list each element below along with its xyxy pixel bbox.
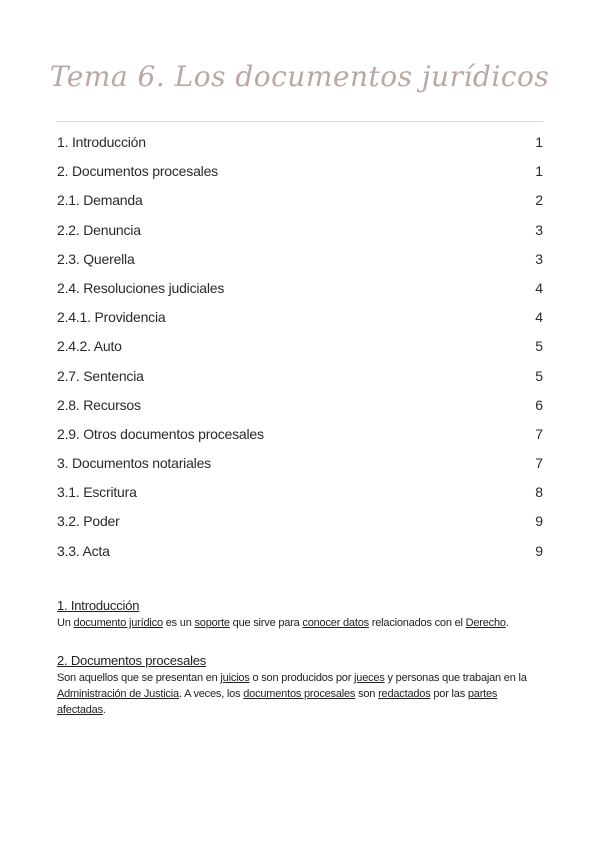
toc-item-label: 2.8. Recursos xyxy=(57,396,141,413)
underlined-term: documento jurídico xyxy=(73,617,163,629)
toc-item-label: 2.7. Sentencia xyxy=(57,367,144,384)
body-text: y personas que trabajan en la xyxy=(384,672,527,684)
body-text: . xyxy=(102,704,106,716)
toc-item-page: 8 xyxy=(535,484,543,501)
toc-item-page: 3 xyxy=(535,221,543,238)
toc-item-label: 2.3. Querella xyxy=(57,250,135,267)
toc-item-label: 3.2. Poder xyxy=(57,513,120,530)
toc-item-label: 2.4.2. Auto xyxy=(57,338,122,355)
toc-item[interactable] xyxy=(57,338,543,367)
table-of-contents xyxy=(57,134,543,572)
underlined-term: Derecho xyxy=(465,617,506,629)
toc-item-page: 9 xyxy=(535,542,543,559)
underlined-term: jueces xyxy=(354,672,385,684)
toc-item-page: 1 xyxy=(535,163,543,180)
body-text: por las xyxy=(430,688,468,700)
toc-item[interactable] xyxy=(57,397,543,426)
toc-item-label: 2.9. Otros documentos procesales xyxy=(57,425,264,442)
toc-item-page: 7 xyxy=(535,425,543,442)
toc-item[interactable] xyxy=(57,192,543,221)
toc-item-page: 5 xyxy=(535,367,543,384)
toc-item-label: 3. Documentos notariales xyxy=(57,455,211,472)
underlined-term: redactados xyxy=(378,688,431,700)
body-text: . A veces, los xyxy=(178,688,244,700)
underlined-term: conocer datos xyxy=(302,617,369,629)
section-introduccion xyxy=(57,598,543,631)
toc-item[interactable] xyxy=(57,543,543,572)
toc-item-label: 3.1. Escritura xyxy=(57,484,137,501)
toc-item-page: 7 xyxy=(535,455,543,472)
toc-item[interactable] xyxy=(57,513,543,542)
document-title: Tema 6. Los documentos jurídicos xyxy=(49,60,550,93)
toc-item-label: 2.4. Resoluciones judiciales xyxy=(57,279,225,296)
body-text: relacionados con el xyxy=(368,617,466,629)
body-text: o son producidos por xyxy=(249,672,355,684)
toc-item[interactable] xyxy=(57,426,543,455)
toc-item-label: 3.3. Acta xyxy=(57,542,110,559)
section-heading: 2. Documentos procesales xyxy=(57,653,207,668)
toc-item-page: 4 xyxy=(535,309,543,326)
toc-item[interactable] xyxy=(57,134,543,163)
toc-item-label: 2.1. Demanda xyxy=(57,192,143,209)
toc-item-page: 9 xyxy=(535,513,543,530)
body-text: Son aquellos que se presentan en xyxy=(57,672,221,684)
body-text: . xyxy=(505,617,509,629)
underlined-term: juicios xyxy=(220,672,250,684)
toc-item[interactable] xyxy=(57,368,543,397)
section-documentos-procesales xyxy=(57,653,543,718)
body-text: que sirve para xyxy=(229,617,303,629)
toc-item-label: 2.2. Denuncia xyxy=(57,221,141,238)
section-body xyxy=(57,615,543,631)
body-text: es un xyxy=(162,617,195,629)
underlined-term: partes afectadas xyxy=(57,688,498,716)
toc-item[interactable] xyxy=(57,163,543,192)
body-text: Un xyxy=(57,617,74,629)
toc-item-page: 4 xyxy=(535,279,543,296)
toc-item-label: 1. Introducción xyxy=(57,134,146,150)
body-text: son xyxy=(355,688,379,700)
toc-item[interactable] xyxy=(57,309,543,338)
title-divider xyxy=(56,121,543,122)
toc-item[interactable] xyxy=(57,222,543,251)
underlined-term: soporte xyxy=(194,617,230,629)
underlined-term: Administración de Justicia xyxy=(57,688,179,700)
toc-item-page: 5 xyxy=(535,338,543,355)
toc-item-page: 3 xyxy=(535,250,543,267)
toc-item-page: 6 xyxy=(535,396,543,413)
toc-item-page: 1 xyxy=(535,134,543,150)
toc-item[interactable] xyxy=(57,251,543,280)
toc-item-page: 2 xyxy=(535,192,543,209)
toc-item[interactable] xyxy=(57,280,543,309)
section-body xyxy=(57,670,543,718)
underlined-term: documentos procesales xyxy=(243,688,356,700)
toc-item-label: 2. Documentos procesales xyxy=(57,163,218,180)
section-heading: 1. Introducción xyxy=(57,598,140,613)
toc-item[interactable] xyxy=(57,484,543,513)
toc-item[interactable] xyxy=(57,455,543,484)
toc-item-label: 2.4.1. Providencia xyxy=(57,309,166,326)
